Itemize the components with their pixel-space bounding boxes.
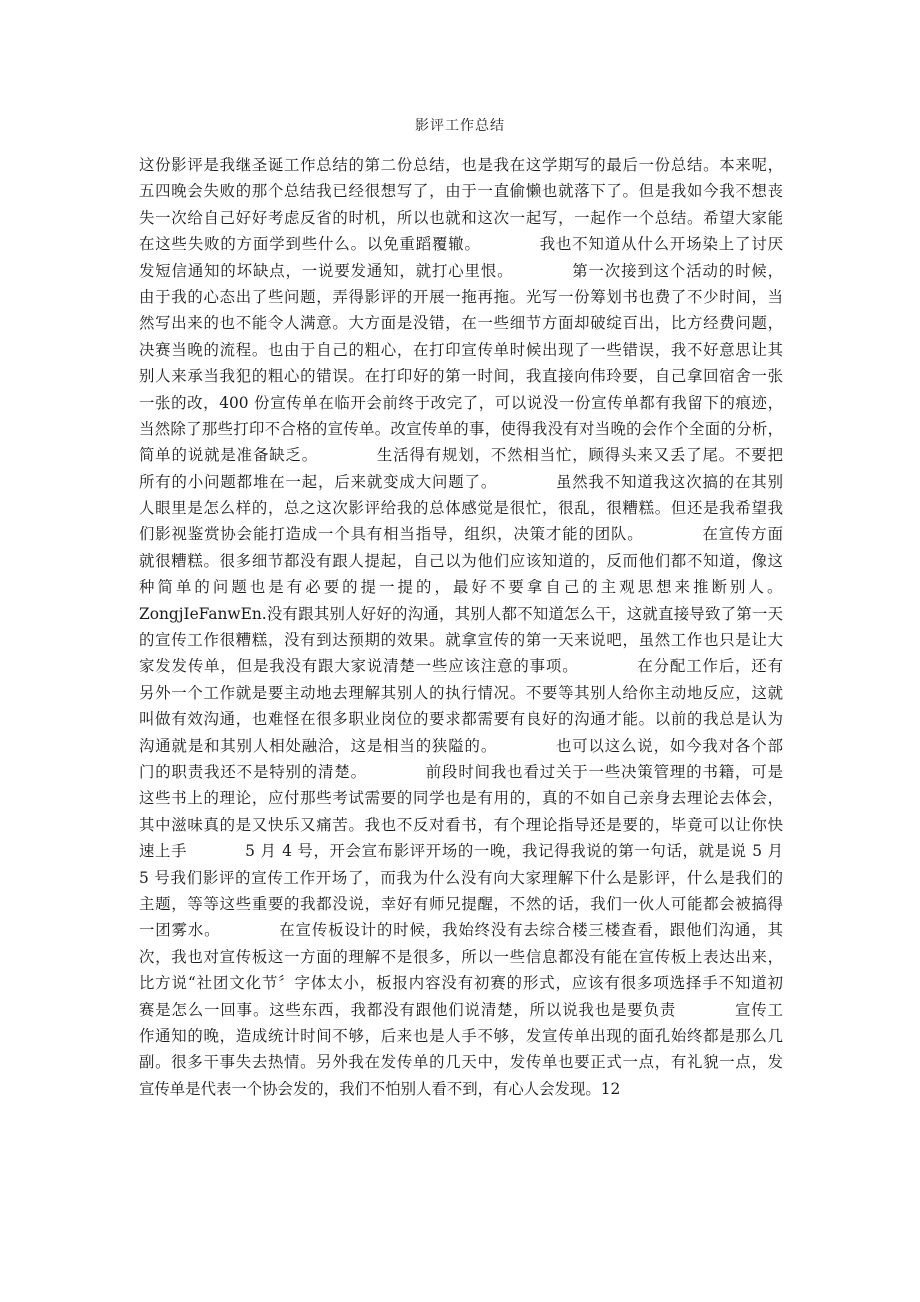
body-text-segment: 简单的说就是准备缺乏。 [139,446,319,465]
body-text-segment: 一张的改，400 份宣传单在临开会前终于改完了，可以说没一份宣传单都有我留下的痕迹， [139,393,783,412]
body-line [139,152,783,178]
body-text-segment: 在分配工作后，还有 [636,657,783,676]
document-title: 影评工作总结 [415,118,505,134]
body-text-segment: 5 号我们影评的宣传工作开场了，而我为什么没有向大家理解下什么是影评，什么是我们的 [139,868,783,887]
body-text-segment: 作通知的晚，造成统计时间不够，后来也是人手不够，发宣传单出现的面孔始终都是那么几 [139,1026,783,1045]
body-text-segment: 所有的小问题都堆在一起，后来就变成大问题了。 [139,472,498,491]
body-text-segment: 宣传工 [734,1000,783,1019]
body-line [139,944,783,970]
body-text-segment: 前段时间我也看过关于一些决策管理的书籍，可是 [424,762,783,781]
body-text-segment: 家发发传单，但是我没有跟大家说清楚一些应该注意的事项。 [139,657,579,676]
body-text-segment: 第一次接到这个活动的时候， [571,261,783,280]
body-line [139,231,783,257]
body-text-segment: 发短信通知的坏缺点，一说要发通知，就打心里恨。 [139,261,514,280]
body-text-segment: 5 月 4 号，开会宣布影评开场的一晚，我记得我说的第一句话，就是说 5 月 [245,842,783,861]
body-text-segment: 另外一个工作就是要主动地去理解其别人的执行情况。不要等其别人给你主动地反应，这就 [139,683,783,702]
body-line [139,733,783,759]
body-text-segment: 宣传单是代表一个协会发的，我们不怕别人看不到，有心人会发现。12 [139,1079,621,1098]
body-line [139,653,783,679]
body-line [139,548,783,574]
body-text-segment: 副。很多干事失去热情。另外我在发传单的几天中，发传单也要正式一点，有礼貌一点，发 [139,1053,783,1072]
body-line [139,284,783,310]
document-body [139,152,783,1102]
body-line [139,178,783,204]
body-line [139,865,783,891]
body-line [139,1076,783,1102]
body-text-segment: 我也不知道从什么开场染上了讨厌 [538,235,783,254]
body-line [139,1049,783,1075]
body-text-segment: 在宣传板设计的时候，我始终没有去综合楼三楼查看，跟他们沟通，其 [278,921,783,940]
body-text-segment: 次，我也对宣传板这一方面的理解不是很多，所以一些信息都没有能在宣传板上表达出来， [139,947,783,966]
body-line [139,390,783,416]
body-text-segment: 这些书上的理论，应付那些考试需要的同学也是有用的，真的不如自己亲身去理论去体会， [139,789,783,808]
body-text-segment: 们影视鉴赏协会能打造成一个具有相当指导，组织，决策才能的团队。 [139,525,644,544]
body-line [139,627,783,653]
body-line [139,416,783,442]
body-line [139,469,783,495]
body-line [139,337,783,363]
body-text-segment: 在宣传方面 [701,525,783,544]
body-text-segment: 其中滋味真的是又快乐又痛苦。我也不反对看书，有个理论指导还是要的，毕竟可以让你快 [139,815,783,834]
body-text-segment: 也可以这么说，如今我对各个部 [555,736,783,755]
body-line [139,785,783,811]
body-line [139,258,783,284]
body-text-segment: 决赛当晚的流程。也由于自己的粗心，在打印宣传单时候出现了一些错误，我不好意思让其 [139,340,783,359]
body-text-segment: 比方说“社团文化节〞字体太小，板报内容没有初赛的形式，应该有很多项选择手不知道初 [139,974,783,993]
body-text-segment: ZongjIeFanwEn.没有跟其别人好好的沟通，其别人都不知道怎么干，这就直接导致了第一天 [139,604,783,623]
body-line [139,495,783,521]
body-line [139,891,783,917]
body-text-segment: 主题，等等这些重要的我都没说，幸好有师兄提醒，不然的话，我们一伙人可能都会被搞得 [139,894,783,913]
body-text-segment: 由于我的心态出了些问题，弄得影评的开展一拖再拖。光写一份筹划书也费了不少时间，当 [139,287,783,306]
body-line [139,970,783,996]
body-text-segment: 然写出来的也不能令人满意。大方面是没错，在一些细节方面却破绽百出，比方经费问题， [139,314,783,333]
body-line [139,574,783,600]
body-line [139,706,783,732]
body-line [139,759,783,785]
body-text-segment: 门的职责我还不是特别的清楚。 [139,762,367,781]
body-text-segment: 五四晚会失败的那个总结我已经很想写了，由于一直偷懒也就落下了。但是我如今我不想丧 [139,182,783,201]
body-text-segment: 当然除了那些打印不合格的宣传单。改宣传单的事，使得我没有对当晚的会作个全面的分析， [139,419,783,438]
body-text-segment: 人眼里是怎么样的，总之这次影评给我的总体感觉是很忙，很乱，很糟糕。但还是我希望我 [139,499,783,518]
body-line [139,442,783,468]
body-text-segment: 的宣传工作很糟糕，没有到达预期的效果。就拿宣传的第一天来说吧，虽然工作也只是让大 [139,631,783,650]
body-line [139,680,783,706]
body-line [139,1023,783,1049]
body-line [139,812,783,838]
body-text-segment: 别人来承当我犯的粗心的错误。在打印好的第一时间，我直接向伟玲要，自己拿回宿舍一张 [139,367,783,386]
body-text-segment: 这份影评是我继圣诞工作总结的第二份总结，也是我在这学期写的最后一份总结。本来呢， [139,156,783,174]
body-text-segment: 生活得有规划，不然相当忙，顾得头来又丢了尾。不要把 [376,446,783,465]
body-text-segment: 沟通就是和其别人相处融洽，这是相当的狭隘的。 [139,736,498,755]
body-line [139,363,783,389]
body-text-segment: 赛是怎么一回事。这些东西，我都没有跟他们说清楚，所以说我也是要负责 [139,1000,677,1019]
body-line [139,601,783,627]
body-text-segment: 虽然我不知道我这次搞的在其别 [555,472,783,491]
body-line [139,521,783,547]
body-text-segment: 叫做有效沟通，也难怪在很多职业岗位的要求都需要有良好的沟通才能。以前的我总是认为 [139,710,783,729]
body-text-segment: 失一次给自己好好考虑反省的时机，所以也就和这次一起写，一起作一个总结。希望大家能 [139,208,783,227]
body-text-segment: 种简单的问题也是有必要的提一提的，最好不要拿自己的主观思想来推断别人。 [139,578,783,597]
body-text-segment: 就很糟糕。很多细节都没有跟人提起，自己以为他们应该知道的，反而他们都不知道，像这 [139,551,783,570]
body-text-segment: 在这些失败的方面学到些什么。以免重蹈覆辙。 [139,235,481,254]
body-line [139,917,783,943]
body-text-segment: 速上手 [139,842,188,861]
body-line [139,310,783,336]
body-text-segment: 一团雾水。 [139,921,221,940]
body-line [139,838,783,864]
body-line [139,997,783,1023]
body-line [139,205,783,231]
